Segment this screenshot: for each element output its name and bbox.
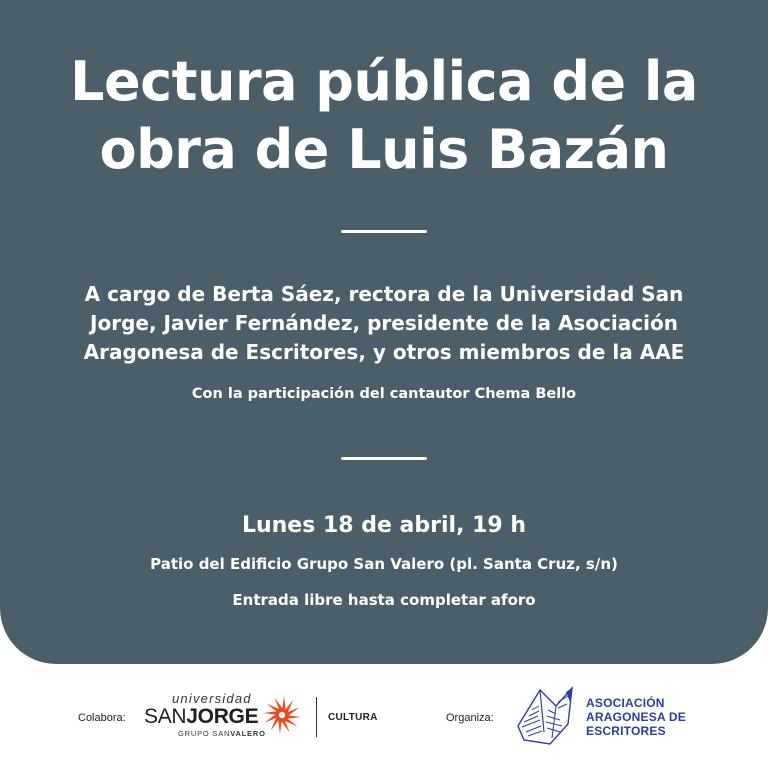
aae-book-emblem-icon bbox=[510, 680, 582, 752]
aae-name bbox=[586, 696, 686, 738]
presenters-line-1: A cargo de Berta Sáez, rectora de la Universidad San bbox=[84, 282, 684, 306]
cultura-label: CULTURA bbox=[328, 712, 378, 723]
title-line-1: Lectura pública de la bbox=[70, 50, 698, 113]
logo-divider bbox=[316, 697, 317, 737]
usj-universidad-text: universidad bbox=[172, 691, 252, 706]
usj-jorge: JORGE bbox=[186, 705, 259, 728]
aae-name-line-3: ESCRITORES bbox=[586, 724, 666, 738]
event-title bbox=[20, 48, 748, 184]
usj-san: SAN bbox=[144, 705, 187, 728]
usj-group bbox=[178, 729, 266, 738]
divider-top bbox=[341, 230, 427, 233]
event-venue: Patio del Edificio Grupo San Valero (pl. Santa Cruz, s/n) bbox=[150, 555, 618, 573]
aae-name-line-2: ARAGONESA DE bbox=[586, 710, 686, 724]
presenters-line-3: Aragonesa de Escritores, y otros miembros de la AAE bbox=[83, 340, 685, 364]
aae-name-line-1: ASOCIACIÓN bbox=[586, 696, 665, 710]
colabora-label: Colabora: bbox=[78, 712, 126, 724]
event-date: Lunes 18 de abril, 19 h bbox=[241, 513, 527, 538]
entry-info: Entrada libre hasta completar aforo bbox=[232, 591, 536, 609]
title-line-2: obra de Luis Bazán bbox=[99, 118, 669, 181]
usj-name bbox=[144, 705, 258, 729]
divider-bottom bbox=[341, 457, 427, 460]
participation-text: Con la participación del cantautor Chema Bello bbox=[191, 386, 577, 402]
usj-logo bbox=[144, 691, 384, 743]
organiza-label: Organiza: bbox=[446, 712, 494, 724]
sunburst-icon bbox=[262, 695, 302, 735]
usj-group-prefix: GRUPO SAN bbox=[178, 729, 231, 738]
presenters-text bbox=[30, 280, 738, 367]
presenters-line-2: Jorge, Javier Fernández, presidente de la Asociación bbox=[90, 311, 678, 335]
usj-group-suffix: VALERO bbox=[230, 729, 266, 738]
